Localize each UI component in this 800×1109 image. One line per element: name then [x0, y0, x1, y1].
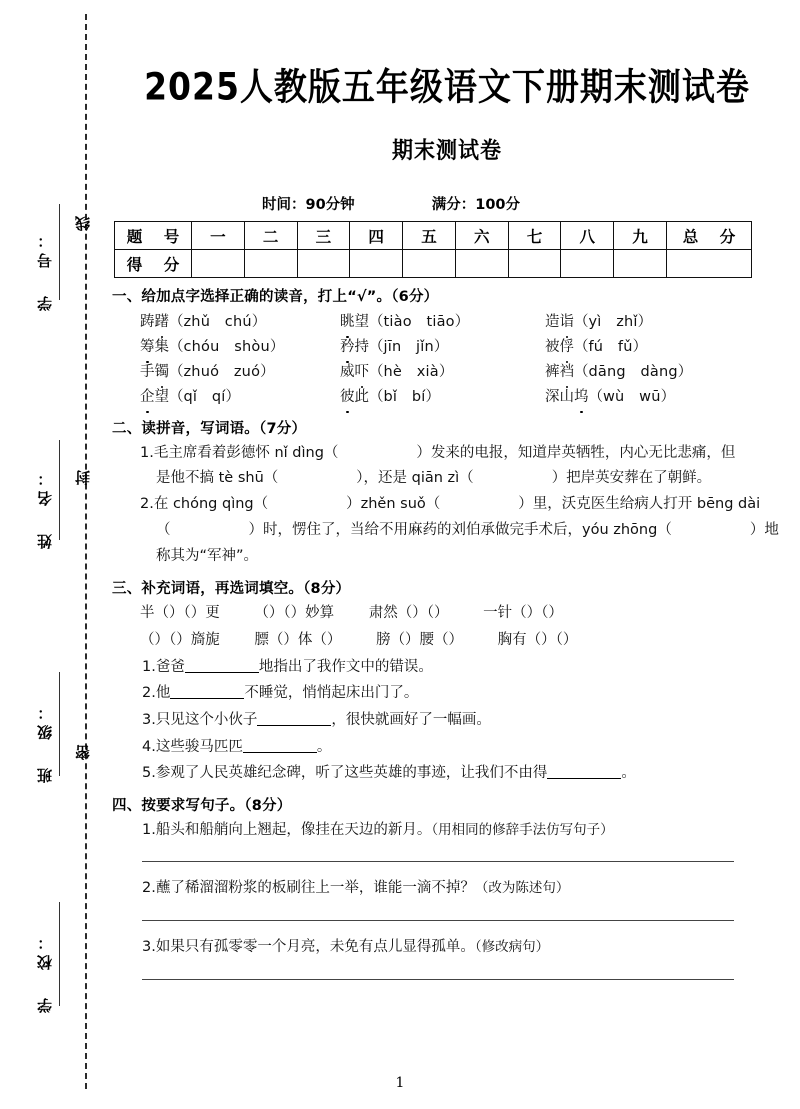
page-title: 2025人教版五年级语文下册期末测试卷 — [144, 64, 750, 109]
item-text-c: ）里，沃克医生给病人打开 bēng dài — [518, 496, 761, 513]
pinyin-word-prefix: 深山 — [545, 389, 574, 406]
score-col-7: 七 — [508, 222, 561, 250]
word-item[interactable]: 胸有（）（） — [497, 631, 578, 648]
section-4-heading: 四、按要求写句子。（8分） — [112, 798, 292, 815]
pinyin-options[interactable]: zhǔ chú — [183, 314, 252, 331]
word-item[interactable]: （）（）旖旎 — [140, 631, 220, 648]
pinyin-word-prefix: 裤 — [545, 364, 560, 381]
pinyin-options[interactable]: dāng dàng — [588, 364, 678, 381]
fill-after: 地指出了我作文中的错误。 — [258, 658, 433, 675]
word-suffix: 旖旎 — [190, 631, 220, 648]
fill-before: 爸爸 — [155, 658, 185, 675]
seal-dashed-line — [85, 14, 87, 1089]
pinyin-word-dotted: 镯 — [155, 360, 170, 385]
word-completion-row — [112, 600, 782, 627]
item-text-e: ）把岸英安葬在了朝鲜。 — [551, 470, 712, 487]
seal-char-xian: 线 — [74, 216, 92, 231]
item-hint: （改为陈述句） — [474, 880, 570, 897]
score-col-total: 总 分 — [667, 222, 752, 250]
pinyin-word-dotted: 企 — [140, 385, 155, 410]
item-hint: （修改病句） — [474, 938, 550, 955]
score-col-1: 一 — [192, 222, 245, 250]
score-value-1[interactable] — [192, 250, 245, 278]
answer-line[interactable] — [142, 979, 734, 980]
section-4-item — [112, 876, 782, 901]
score-value-7[interactable] — [508, 250, 561, 278]
pinyin-options[interactable]: fú fǔ — [588, 339, 633, 356]
section-2 — [112, 418, 782, 569]
item-number: 2. — [142, 880, 156, 897]
section-3 — [112, 578, 782, 787]
pinyin-options[interactable]: tiào tiāo — [383, 314, 455, 331]
pinyin-word-prefix: 被 — [545, 339, 560, 356]
pinyin-item[interactable]: 企望（qǐ qí） — [140, 385, 340, 410]
pinyin-item[interactable]: 造诣（yì zhǐ） — [545, 310, 755, 335]
item-number: 1. — [140, 444, 154, 461]
pinyin-word-dotted: 眺 — [340, 310, 355, 335]
pinyin-options[interactable]: hè xià — [383, 364, 439, 381]
word-item[interactable]: 膘（）体（） — [254, 631, 342, 648]
item-number: 3. — [142, 938, 156, 955]
pinyin-item[interactable]: 深山坞（wù wū） — [545, 385, 755, 410]
item-number: 5. — [142, 765, 156, 782]
fill-before: 他 — [155, 685, 171, 702]
pinyin-options[interactable]: jīn jǐn — [383, 339, 434, 356]
word-item[interactable]: 一针（）（） — [483, 605, 563, 622]
word-item[interactable]: 膀（）腰（） — [375, 631, 463, 648]
pinyin-row — [140, 360, 782, 385]
pinyin-word-prefix: 造 — [545, 314, 560, 331]
fill-item — [112, 734, 782, 761]
word-prefix: 肃然 — [368, 605, 398, 622]
item-line-2 — [140, 466, 782, 492]
word-prefix: 胸有 — [497, 631, 527, 648]
pinyin-row — [140, 385, 782, 410]
pinyin-grid — [112, 310, 782, 410]
pinyin-word-dotted: 躇 — [155, 310, 170, 335]
paper-subtitle: 期末测试卷 — [392, 137, 502, 164]
fill-after: 不睡觉，悄悄起床出门了。 — [244, 685, 419, 702]
fill-item — [112, 707, 782, 734]
item-number: 3. — [142, 712, 156, 729]
pinyin-word-prefix: 威 — [340, 364, 355, 381]
score-table-value-row — [115, 250, 752, 278]
fill-blank[interactable] — [257, 711, 331, 726]
item-text-d: ），还是 qiān zì（ — [356, 470, 474, 487]
section-4 — [112, 795, 782, 979]
student-id-label: 学 号： — [36, 228, 54, 311]
score-col-2: 二 — [244, 222, 297, 250]
pinyin-word-suffix: 望 — [354, 314, 369, 331]
section-2-item-1 — [112, 441, 782, 493]
score-value-8[interactable] — [561, 250, 614, 278]
score-col-3: 三 — [297, 222, 350, 250]
score-value-4[interactable] — [350, 250, 403, 278]
pinyin-word-prefix: 手 — [140, 364, 155, 381]
item-text-b: ）zhěn suǒ（ — [346, 496, 441, 513]
word-prefix: 一针 — [483, 605, 513, 622]
pinyin-word-dotted: 筹 — [140, 335, 155, 360]
pinyin-word-dotted: 坞 — [574, 385, 589, 410]
exam-fullscore-label: 满分：100分 — [431, 197, 521, 213]
pinyin-item[interactable]: 踌躇（zhǔ chú） — [140, 310, 340, 335]
fill-blank[interactable] — [170, 684, 244, 699]
pinyin-item[interactable]: 筹集（chóu shòu） — [140, 335, 340, 360]
item-text: 蘸了稀溜溜粉浆的板刷往上一举，谁能一滴不掉？ — [155, 880, 475, 897]
score-col-4: 四 — [350, 222, 403, 250]
pinyin-row — [140, 310, 782, 335]
page-number: 1 — [395, 1075, 405, 1091]
score-value-3[interactable] — [297, 250, 350, 278]
item-text-a: 毛主席看着彭德怀 nǐ dìng（ — [153, 444, 339, 461]
word-item[interactable]: （）（）妙算 — [254, 605, 335, 622]
pinyin-item[interactable]: 手镯（zhuó zuó） — [140, 360, 340, 385]
pinyin-word-dotted: 裆 — [560, 360, 575, 385]
pinyin-row — [140, 335, 782, 360]
item-number: 2. — [142, 685, 156, 702]
pinyin-item[interactable]: 威吓（hè xià） — [340, 360, 545, 385]
item-text-c: 是他不搞 tè shū（ — [156, 470, 279, 487]
pinyin-word-dotted: 诣 — [560, 310, 575, 335]
pinyin-word-suffix: 望 — [154, 389, 169, 406]
pinyin-word-suffix: 持 — [354, 339, 369, 356]
pinyin-item[interactable]: 矜持（jīn jǐn） — [340, 335, 545, 360]
item-number: 2. — [140, 496, 154, 513]
item-text: 船头和船艄向上翘起，像挂在天边的新月。 — [155, 821, 432, 838]
score-col-6: 六 — [455, 222, 508, 250]
section-1 — [112, 286, 782, 410]
fill-item — [112, 654, 782, 681]
score-value-6[interactable] — [455, 250, 508, 278]
paper-content — [112, 0, 782, 1109]
item-text-f: ）地 — [749, 522, 779, 539]
fill-before: 参观了人民英雄纪念碑，听了这些英雄的事迹，让我们不由得 — [155, 765, 548, 782]
score-value-5[interactable] — [403, 250, 456, 278]
item-text-b: ）发来的电报，知道岸英牺牲，内心无比悲痛，但 — [416, 444, 736, 461]
fill-blank[interactable] — [243, 738, 317, 753]
pinyin-word-dotted: 俘 — [560, 335, 575, 360]
item-number: 1. — [142, 821, 156, 838]
score-col-8: 八 — [561, 222, 614, 250]
score-col-5: 五 — [403, 222, 456, 250]
exam-time-label: 时间：90分钟 — [262, 197, 355, 213]
score-col-9: 九 — [614, 222, 667, 250]
word-item[interactable]: 半（）（）更 — [140, 605, 220, 622]
pinyin-word-suffix: 此 — [354, 389, 369, 406]
section-4-item — [112, 935, 782, 960]
pinyin-options[interactable]: chóu shòu — [183, 339, 270, 356]
seal-char-feng: 封 — [74, 470, 92, 485]
word-completion-row — [112, 627, 782, 654]
item-text: 如果只有孤零零一个月亮，未免有点儿显得孤单。 — [155, 938, 475, 955]
score-table-header-row — [115, 222, 752, 250]
pinyin-options[interactable]: qǐ qí — [183, 389, 226, 406]
score-table-row-label-score: 得 分 — [115, 250, 192, 278]
fill-after: 。 — [316, 738, 332, 755]
school-label: 学 校： — [36, 930, 54, 1013]
pinyin-word-dotted: 彼 — [340, 385, 355, 410]
word-suffix: 妙算 — [305, 605, 335, 622]
student-name-label: 姓 名： — [36, 466, 54, 549]
word-prefix: 膘 — [254, 631, 269, 648]
pinyin-word-dotted: 矜 — [340, 335, 355, 360]
word-item[interactable]: 肃然（）（） — [368, 605, 449, 622]
pinyin-options[interactable]: wù wū — [603, 389, 661, 406]
exam-meta — [112, 193, 782, 214]
fill-item — [112, 760, 782, 787]
word-prefix: 半 — [140, 605, 155, 622]
word-suffix: 更 — [205, 605, 220, 622]
seal-margin — [0, 0, 112, 1109]
pinyin-item[interactable]: 裤裆（dāng dàng） — [545, 360, 755, 385]
score-table — [114, 221, 752, 278]
pinyin-item[interactable]: 眺望（tiào tiāo） — [340, 310, 545, 335]
score-value-9[interactable] — [614, 250, 667, 278]
section-1-heading: 一、给加点字选择正确的读音，打上“√”。（6分） — [112, 289, 439, 305]
answer-line[interactable] — [142, 861, 734, 862]
item-text-e: ）时，愣住了，当给不用麻药的刘伯承做完手术后，yóu zhōng（ — [248, 522, 672, 539]
pinyin-word-prefix: 踌 — [140, 314, 155, 331]
item-number: 4. — [142, 738, 156, 755]
section-4-item — [112, 818, 782, 843]
seal-char-mi: 密 — [74, 745, 92, 760]
word-prefix: 膀 — [375, 631, 391, 648]
fill-after: 。 — [621, 765, 636, 782]
section-2-heading: 二、读拼音，写词语。（7分） — [112, 421, 307, 438]
pinyin-word-dotted: 吓 — [355, 360, 370, 385]
score-value-total[interactable] — [667, 250, 752, 278]
pinyin-options[interactable]: zhuó zuó — [183, 364, 261, 381]
item-line-2 — [140, 518, 782, 544]
pinyin-options[interactable]: yì zhǐ — [588, 314, 638, 331]
fill-item — [112, 680, 782, 707]
section-3-heading: 三、补充词语，再选词填空。（8分） — [112, 580, 351, 597]
pinyin-word-suffix: 集 — [154, 339, 169, 356]
item-text-a: 在 chóng qìng（ — [153, 496, 269, 513]
score-value-2[interactable] — [244, 250, 297, 278]
fill-after: ，很快就画好了一幅画。 — [331, 712, 491, 729]
item-line-3: 称其为“军神”。 — [156, 547, 259, 564]
fill-blank[interactable] — [547, 764, 621, 779]
class-label: 班 级： — [36, 700, 54, 783]
pinyin-item[interactable]: 被俘（fú fǔ） — [545, 335, 755, 360]
item-number: 1. — [142, 658, 156, 675]
pinyin-item[interactable]: 彼此（bǐ bí） — [340, 385, 545, 410]
fill-before: 这些骏马匹匹 — [155, 738, 243, 755]
fill-blank[interactable] — [185, 658, 259, 673]
score-table-row-label-number: 题 号 — [115, 222, 192, 250]
item-hint: （用相同的修辞手法仿写句子） — [431, 821, 614, 838]
section-2-item-2 — [112, 492, 782, 569]
item-text-d: （ — [156, 522, 171, 539]
fill-before: 只见这个小伙子 — [155, 712, 258, 729]
pinyin-options[interactable]: bǐ bí — [383, 389, 426, 406]
answer-line[interactable] — [142, 920, 734, 921]
